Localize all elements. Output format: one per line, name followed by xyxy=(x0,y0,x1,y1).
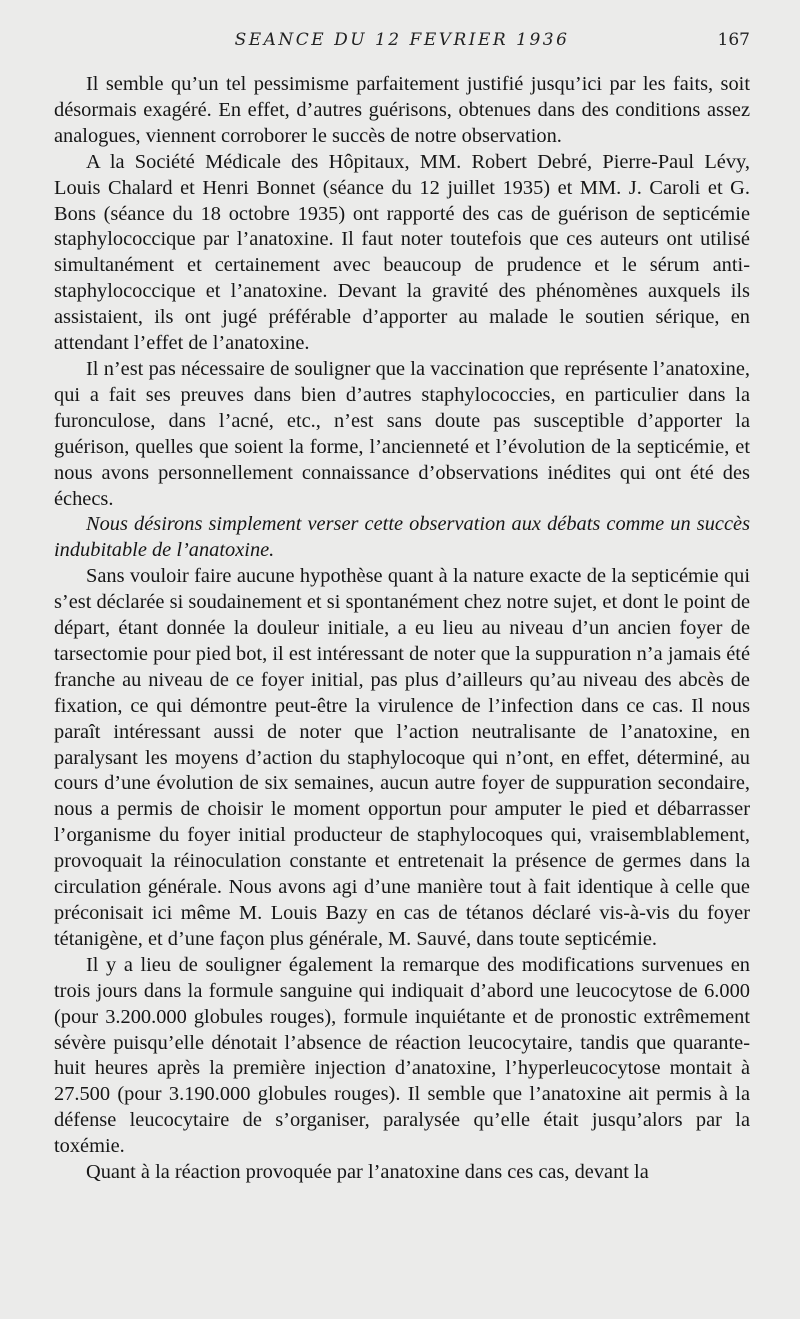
page-number: 167 xyxy=(717,30,750,50)
paragraph-blood-formula: Il y a lieu de souligner également la remarque des modifications survenues en trois jours dans la formule sanguine qui indiquait d’abord une leucocytose de 6.000 (pour 3.200.000 globules rouges), formule inquiétante et de pronostic extrêmement sévère puisqu’elle dénotait l’absence de réaction leucocytaire, tandis que quarante-huit heures après la première injection d’anatoxine, l’hyperleucocytose montait à 27.500 (pour 3.190.000 globules rouges). Il semble que l’anatoxine ait permis à la défense leucocytaire de s’organiser, paralysée qu’elle était jusqu’alors par la toxémie. xyxy=(54,953,750,1158)
body-text xyxy=(54,72,750,1186)
running-head xyxy=(54,30,750,56)
paragraph-italic-conclusion: Nous désirons simplement verser cette observation aux débats comme un succès indubitable de l’anatoxine. xyxy=(54,513,750,562)
paragraph-reaction: Quant à la réaction provoquée par l’anatoxine dans ces cas, devant la xyxy=(86,1161,649,1184)
running-head-title: SEANCE DU 12 FEVRIER 1936 xyxy=(234,30,570,50)
paragraph-societe-medicale: A la Société Médicale des Hôpitaux, MM. Robert Debré, Pierre-Paul Lévy, Louis Chalard et Henri Bonnet (séance du 12 juillet 1935) et MM. J. Caroli et G. Bons (séance du 18 octobre 1935) ont rapporté des cas de guérison de septicémie staphylococcique par l’anatoxine. Il faut noter toutefois que ces auteurs ont utilisé simultanément et certainement avec beaucoup de prudence et le sérum anti-staphylococcique et l’anatoxine. Devant la gravité des phénomènes auxquels ils assistaient, ils ont jugé préférable d’apporter au malade le soutien sérique, en attendant l’effet de l’anatoxine. xyxy=(54,150,750,355)
paragraph-pessimism: Il semble qu’un tel pessimisme parfaitement justifié jusqu’ici par les faits, soit désormais exagéré. En effet, d’autres guérisons, obtenues dans des conditions assez analogues, viennent corroborer le succès de notre observation. xyxy=(54,73,750,147)
paragraph-hypothesis: Sans vouloir faire aucune hypothèse quant à la nature exacte de la septicémie qui s’est déclarée si soudainement et si spontanément chez notre sujet, et dont le point de départ, étant donnée la douleur initiale, a eu lieu au niveau d’un ancien foyer de tarsectomie pour pied bot, il est intéressant de noter que la suppuration n’a jamais été franche au niveau de ce foyer initial, pas plus d’ailleurs qu’au niveau des abcès de fixation, ce qui démontre peut-être la virulence de l’infection dans ce cas. Il nous paraît intéressant aussi de noter que l’action neutralisante de l’anatoxine, en paralysant les moyens d’action du staphylocoque qui n’ont, en effet, déterminé, au cours d’une évolution de six semaines, aucun autre foyer de suppuration secondaire, nous a permis de choisir le moment opportun pour amputer le pied et débarrasser l’organisme du foyer initial producteur de staphylocoques qui, vraisemblablement, provoquait la réinoculation constante et entretenait la présence de germes dans la circulation générale. Nous avons agi d’une manière tout à fait identique à celle que préconisait ici même M. Louis Bazy en cas de tétanos déclaré vis-à-vis du foyer tétanigène, et d’une façon plus générale, M. Sauvé, dans toute septicémie. xyxy=(54,565,750,950)
paragraph-vaccination: Il n’est pas nécessaire de souligner que la vaccination que représente l’anatoxine, qui a fait ses preuves dans bien d’autres staphylococcies, en particulier dans la furonculose, dans l’acné, etc., n’est sans doute pas susceptible d’apporter la guérison, quelles que soient la forme, l’ancienneté et l’évolution de la septicémie, et nous avons personnellement connaissance d’observations inédites qui ont été des échecs. xyxy=(54,357,750,510)
